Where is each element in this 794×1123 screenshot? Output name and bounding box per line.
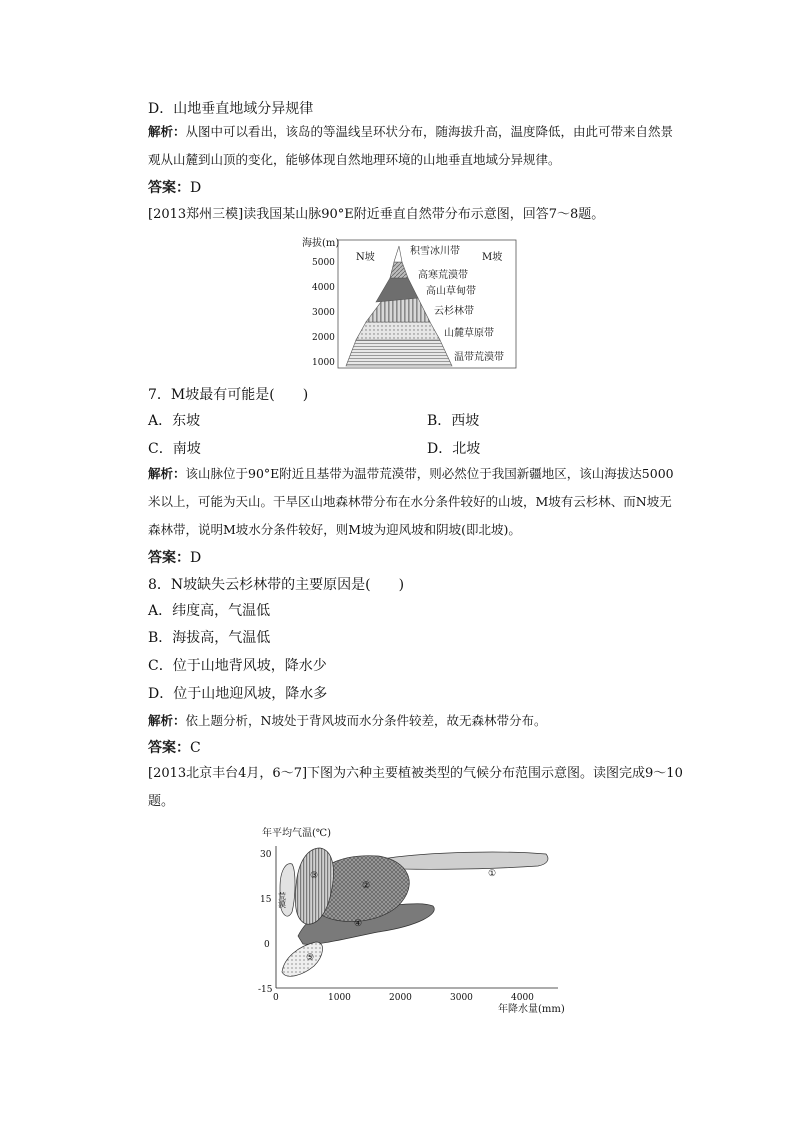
- q7-analysis: [148, 460, 678, 544]
- fig2-xlabel: 年降水量(mm): [498, 1004, 565, 1015]
- fig2-ytick: -15: [258, 985, 273, 995]
- fig2-xtick: 2000: [389, 993, 412, 1003]
- q8-stem: 8．N坡缺失云杉林带的主要原因是( ): [148, 577, 405, 593]
- fig1-ytick: 1000: [312, 358, 335, 368]
- belt-snow: [394, 246, 402, 262]
- belt-label: 山麓草原带: [444, 328, 494, 339]
- belt-steppe: [356, 322, 440, 340]
- n-slope-label: N坡: [356, 252, 375, 263]
- belt-label: 温带荒漠带: [454, 352, 504, 363]
- q6-analysis: [148, 118, 678, 174]
- fig1-ytick: 4000: [312, 283, 335, 293]
- fig2-xtick: 1000: [328, 993, 351, 1003]
- q7-option-a: A．东坡: [148, 413, 201, 429]
- answer-value: C: [190, 740, 201, 756]
- q8-option-a: A．纬度高，气温低: [148, 603, 271, 619]
- fig2-ytick: 30: [260, 850, 272, 860]
- fig2-xtick: 4000: [511, 993, 534, 1003]
- belt-meadow: [376, 278, 418, 302]
- fig2-xtick: 0: [273, 993, 279, 1003]
- answer-label: 答案：: [148, 550, 190, 566]
- q8-answer: [148, 740, 201, 756]
- belt-label: 高寒荒漠带: [418, 270, 468, 281]
- mountain-belt-figure: [300, 232, 530, 372]
- analysis-text: 依上题分析，N坡处于背风坡而水分条件较差，故无森林带分布。: [185, 713, 547, 728]
- region-label: ①: [488, 869, 497, 879]
- q7-option-c: C．南坡: [148, 441, 201, 457]
- q7-answer: [148, 550, 201, 566]
- fig1-ylabel: 海拔(m): [302, 238, 340, 249]
- q7-option-d: D．北坡: [427, 441, 481, 457]
- vegetation-climate-figure: [258, 826, 578, 1016]
- fig2-ytick: 0: [264, 940, 270, 950]
- fig2-ylabel: 年平均气温(℃): [262, 828, 331, 839]
- region-label: ⑤: [306, 953, 315, 963]
- belt-cold-desert: [390, 262, 408, 278]
- q8-analysis: [148, 713, 546, 729]
- analysis-label: 解析：: [148, 124, 186, 139]
- q7-stem: 7．M坡最有可能是( ): [148, 387, 309, 403]
- region-label: ③: [310, 871, 319, 881]
- region-desert: [277, 864, 295, 916]
- fig1-ytick: 5000: [312, 258, 335, 268]
- belt-label: 积雪冰川带: [410, 246, 460, 257]
- region-label: 荒漠: [277, 892, 287, 908]
- analysis-label: 解析：: [148, 713, 186, 728]
- analysis-text: 该山脉位于90°E附近且基带为温带荒漠带，则必然位于我国新疆地区，该山海拔达5000米以上，可能为天山。干旱区山地森林带分布在水分条件较好的山坡，M坡有云杉林、而N坡无森林带，说明M坡水分条件较好，则M坡为迎风坡和阴坡(即北坡)。: [148, 466, 674, 537]
- answer-label: 答案：: [148, 180, 190, 196]
- fig1-ytick: 2000: [312, 333, 335, 343]
- belt-label: 高山草甸带: [426, 286, 476, 297]
- m-slope-label: M坡: [482, 252, 503, 263]
- belt-spruce: [366, 298, 430, 322]
- source-9-10: [2013北京丰台4月，6～7]下图为六种主要植被类型的气候分布范围示意图。读图完成9～10题。: [148, 766, 683, 809]
- intro-option-d: D．山地垂直地域分异规律: [148, 101, 314, 117]
- q8-option-d: D．位于山地迎风坡，降水多: [148, 686, 328, 702]
- analysis-text: 从图中可以看出，该岛的等温线呈环状分布，随海拔升高，温度降低，由此可带来自然景观从山麓到山顶的变化，能够体现自然地理环境的山地垂直地域分异规律。: [148, 124, 674, 167]
- region-label: ④: [354, 919, 363, 929]
- answer-label: 答案：: [148, 740, 190, 756]
- q7-option-b: B．西坡: [427, 413, 480, 429]
- answer-value: D: [190, 180, 202, 196]
- q8-option-c: C．位于山地背风坡，降水少: [148, 658, 327, 674]
- analysis-label: 解析：: [148, 466, 186, 481]
- belt-desert: [346, 340, 452, 366]
- q8-option-b: B．海拔高，气温低: [148, 630, 271, 646]
- region-5: [282, 942, 323, 976]
- fig2-ytick: 15: [260, 895, 272, 905]
- region-label: ②: [362, 881, 371, 891]
- q6-answer: [148, 180, 201, 196]
- answer-value: D: [190, 550, 202, 566]
- fig1-ytick: 3000: [312, 308, 335, 318]
- source-7-8: [2013郑州三模]读我国某山脉90°E附近垂直自然带分布示意图，回答7～8题。: [148, 207, 605, 222]
- fig2-xtick: 3000: [450, 993, 473, 1003]
- belt-label: 云杉林带: [434, 306, 474, 317]
